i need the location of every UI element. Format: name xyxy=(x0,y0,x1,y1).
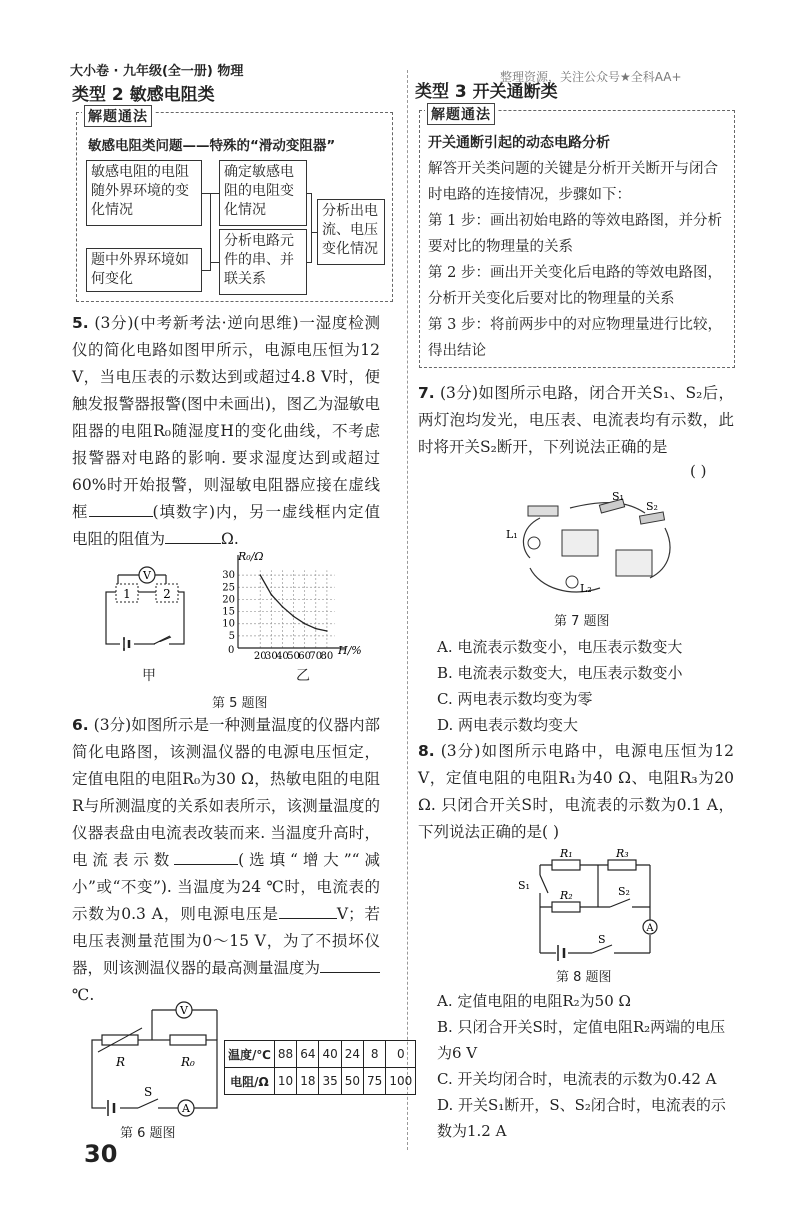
column-divider xyxy=(407,70,408,1150)
chart-y-tick-label: 15 xyxy=(222,606,235,618)
figure-6-circuit xyxy=(86,1000,226,1118)
flow-connector xyxy=(210,193,219,194)
watermark-text: 整理资源，关注公众号★全科AA+ xyxy=(500,70,682,84)
battery-icon xyxy=(528,506,558,516)
method-step-2: 第 2 步：画出开关变化后电路的等效电路图，分析开关变化后要对比的物理量的关系 xyxy=(428,265,722,307)
option-7d[interactable]: D. 两电表示数均变大 xyxy=(437,716,579,734)
table-row: 电阻/Ω 10 18 35 50 75 100 xyxy=(225,1068,416,1095)
dashed-box-2-label: 2 xyxy=(163,587,171,601)
resistor-r2-icon xyxy=(552,902,580,912)
chart-x-tick-label: 30 xyxy=(264,651,278,662)
chart-x-tick-label: 80 xyxy=(320,651,334,662)
chart-y-tick-label: 10 xyxy=(222,618,235,630)
chart-origin-label: 0 xyxy=(228,645,235,656)
method-step-1: 第 1 步：画出初始电路的等效电路图，并分析要对比的物理量的关系 xyxy=(428,213,722,255)
option-8d[interactable]: D. 开关S₁断开，S、S₂闭合时，电流表的示数为1.2 A xyxy=(437,1096,726,1140)
option-8b[interactable]: B. 只闭合开关S时，定值电阻R₂两端的电压为6 V xyxy=(437,1018,726,1062)
voltmeter-label: V xyxy=(180,1004,188,1017)
figure-5b-label: 乙 xyxy=(296,668,310,684)
flow-connector xyxy=(210,193,211,271)
chart-x-tick-label: 20 xyxy=(253,651,267,662)
question-8-text: (3分)如图所示电路中，电源电压恒为12 V，定值电阻的电阻R₁为40 Ω、电阻R₃为20 Ω. 只闭合开关S时，电流表的示数为0.1 A，下列说法正确的是( ) xyxy=(418,742,734,841)
table-row: 温度/℃ 88 64 40 24 8 0 xyxy=(225,1041,416,1068)
book-header: 大小卷 · 九年级(全一册) 物理 xyxy=(70,64,244,79)
chart-x-tick-label: 70 xyxy=(309,651,323,662)
page-number: 30 xyxy=(84,1140,118,1168)
flow-box-4: 题中外界环境如何变化 xyxy=(86,248,202,292)
resistor-r0-icon xyxy=(170,1035,206,1045)
figure-8-circuit xyxy=(510,845,670,963)
flow-connector xyxy=(311,193,312,263)
switch-label: S xyxy=(144,1085,153,1099)
label-s2: S₂ xyxy=(646,500,658,513)
resistor-r1-icon xyxy=(552,860,580,870)
flow-connector xyxy=(210,262,219,263)
circuit-wire xyxy=(92,1040,217,1108)
figure-7-circuit xyxy=(500,488,680,606)
figure-6-caption: 第 6 题图 xyxy=(120,1126,176,1141)
label-s2: S₂ xyxy=(618,885,630,898)
resistor-r0-label: R₀ xyxy=(181,1055,195,1069)
question-7-text: (3分)如图所示电路，闭合开关S₁、S₂后，两灯泡均发光，电压表、电流表均有示数，此时将开关S₂断开，下列说法正确的是 xyxy=(418,384,734,456)
figure-5a-label: 甲 xyxy=(142,668,156,684)
chart-x-tick-label: 60 xyxy=(298,651,312,662)
option-8a[interactable]: A. 定值电阻的电阻R₂为50 Ω xyxy=(437,992,631,1010)
voltmeter-label: V xyxy=(143,569,151,582)
question-6: 6. (3分)如图所示是一种测量温度的仪器内部简化电路图，该测温仪器的电源电压恒定，定值电阻的电阻R₀为30 Ω，热敏电阻的电阻R与所测温度的关系如表所示，该测量温度的仪器表盘由电流表改装而来. 当温度升高时，电流表示数 (选填“增大”“减小”或“不变”). 当温度为24 ℃时，电流表的示数为0.3 A，则电源电压是 V；若电压表测量范围为0～15 V，为了不损坏仪器，则该测温仪器的最高测量温度为℃. xyxy=(72,716,380,1004)
chart-y-tick-label: 25 xyxy=(222,582,235,594)
method-paragraph-1: 解答开关类问题的关键是分析开关断开与闭合时电路的连接情况，步骤如下： xyxy=(428,161,718,203)
chart-y-tick-label: 5 xyxy=(228,630,235,642)
question-8: 8. (3分)如图所示电路中，电源电压恒为12 V，定值电阻的电阻R₁为40 Ω、电阻R₃为20 Ω. 只闭合开关S时，电流表的示数为0.1 A，下列说法正确的是( ) xyxy=(418,742,734,841)
answer-blank[interactable] xyxy=(320,972,380,973)
answer-blank[interactable] xyxy=(89,516,153,517)
chart-x-axis-label: H/% xyxy=(338,644,362,657)
chart-y-tick-label: 30 xyxy=(222,570,235,582)
resistor-r3-icon xyxy=(608,860,636,870)
switch-s2-icon xyxy=(639,512,664,524)
label-l1: L₁ xyxy=(506,528,518,541)
answer-blank[interactable] xyxy=(174,864,238,865)
label-s1: S₁ xyxy=(612,490,624,503)
figure-5-caption: 第 5 题图 xyxy=(212,696,268,711)
option-7b[interactable]: B. 电流表示数变大，电压表示数变小 xyxy=(437,664,683,682)
dashed-box-1-label: 1 xyxy=(123,587,131,601)
option-7c[interactable]: C. 两电表示数均变为零 xyxy=(437,690,593,708)
figure-5a-circuit xyxy=(96,560,196,665)
flow-box-3: 分析出电流、电压变化情况 xyxy=(317,199,385,265)
left-section-title: 类型 2 敏感电阻类 xyxy=(72,85,215,105)
option-7a[interactable]: A. 电流表示数变小，电压表示数变大 xyxy=(437,638,683,656)
chart-x-tick-label: 40 xyxy=(276,651,289,662)
label-s1: S₁ xyxy=(518,879,530,892)
left-method-tag: 解题通法 xyxy=(82,105,154,127)
method-title: 开关通断引起的动态电路分析 xyxy=(428,135,610,151)
option-8c[interactable]: C. 开关均闭合时，电流表的示数为0.42 A xyxy=(437,1070,717,1088)
bulb-l2-icon xyxy=(566,576,578,588)
ammeter-icon xyxy=(562,530,598,556)
flow-box-5: 分析电路元件的串、并联关系 xyxy=(219,229,307,295)
flow-connector xyxy=(311,232,317,233)
question-5: 5. (3分)(中考新考法·逆向思维)一湿度检测仪的简化电路如图甲所示，电源电压恒为12 V，当电压表的示数达到或超过4.8 V时，便触发报警器报警(图中未画出)，图乙为湿敏电阻器的电阻R₀随湿度H的变化曲线，不考虑报警器对电路的影响. 要求湿度达到或超过60%时开始报警，则湿敏电阻器应接在虚线框 (填数字)内，另一虚线框内定值电阻的阻值为 Ω. xyxy=(72,314,380,548)
question-6-text: (3分)如图所示是一种测量温度的仪器内部简化电路图，该测温仪器的电源电压恒定，定值电阻的电阻R₀为30 Ω，热敏电阻的电阻R与所测温度的关系如表所示，该测量温度的仪器表盘由电流表改装而来. 当温度升高时，电流表示数 xyxy=(72,716,380,869)
ammeter-label: A xyxy=(182,1102,190,1115)
answer-blank[interactable] xyxy=(165,543,221,544)
flow-connector xyxy=(202,270,210,271)
label-l2: L₂ xyxy=(580,582,592,595)
label-s: S xyxy=(598,933,606,946)
figure-7-caption: 第 7 题图 xyxy=(554,614,610,629)
flow-box-2: 确定敏感电阻的电阻变化情况 xyxy=(219,160,307,226)
right-section-title: 类型 3 开关通断类 xyxy=(415,82,558,102)
question-5-text: (3分)(中考新考法·逆向思维)一湿度检测仪的简化电路如图甲所示，电源电压恒为12 V，当电压表的示数达到或超过4.8 V时，便触发报警器报警(图中未画出)，图乙为湿敏电阻器的电阻R₀随湿度H的变化曲线，不考虑报警器对电路的影响. 要求湿度达到或超过60%时开始报警，则湿敏电阻器应接在虚线框 xyxy=(72,314,380,521)
figure-5b-chart xyxy=(212,548,372,688)
thermistor-label: R xyxy=(116,1055,126,1069)
chart-x-tick-label: 50 xyxy=(287,651,300,662)
method-step-3: 第 3 步：将前两步中的对应物理量进行比较，得出结论 xyxy=(428,317,722,359)
question-7: 7. (3分)如图所示电路，闭合开关S₁、S₂后，两灯泡均发光，电压表、电流表均有示数，此时将开关S₂断开，下列说法正确的是 xyxy=(418,384,734,456)
flow-connector xyxy=(202,193,210,194)
label-r1: R₁ xyxy=(560,847,573,860)
flow-title: 敏感电阻类问题——特殊的“滑动变阻器” xyxy=(88,138,336,154)
temperature-resistance-table xyxy=(224,1040,416,1095)
right-method-tag: 解题通法 xyxy=(425,103,497,125)
chart-y-tick-label: 20 xyxy=(222,594,235,606)
figure-8-caption: 第 8 题图 xyxy=(556,970,612,985)
label-r2: R₂ xyxy=(560,889,573,902)
label-r3: R₃ xyxy=(616,847,629,860)
ammeter-label: A xyxy=(646,923,654,934)
answer-blank[interactable] xyxy=(279,918,337,919)
bulb-l1-icon xyxy=(528,537,540,549)
chart-y-axis-label: R₀/Ω xyxy=(238,550,264,563)
flow-box-1: 敏感电阻的电阻随外界环境的变化情况 xyxy=(86,160,202,226)
answer-parentheses[interactable]: ( ) xyxy=(690,462,707,480)
voltmeter-icon xyxy=(616,550,652,576)
